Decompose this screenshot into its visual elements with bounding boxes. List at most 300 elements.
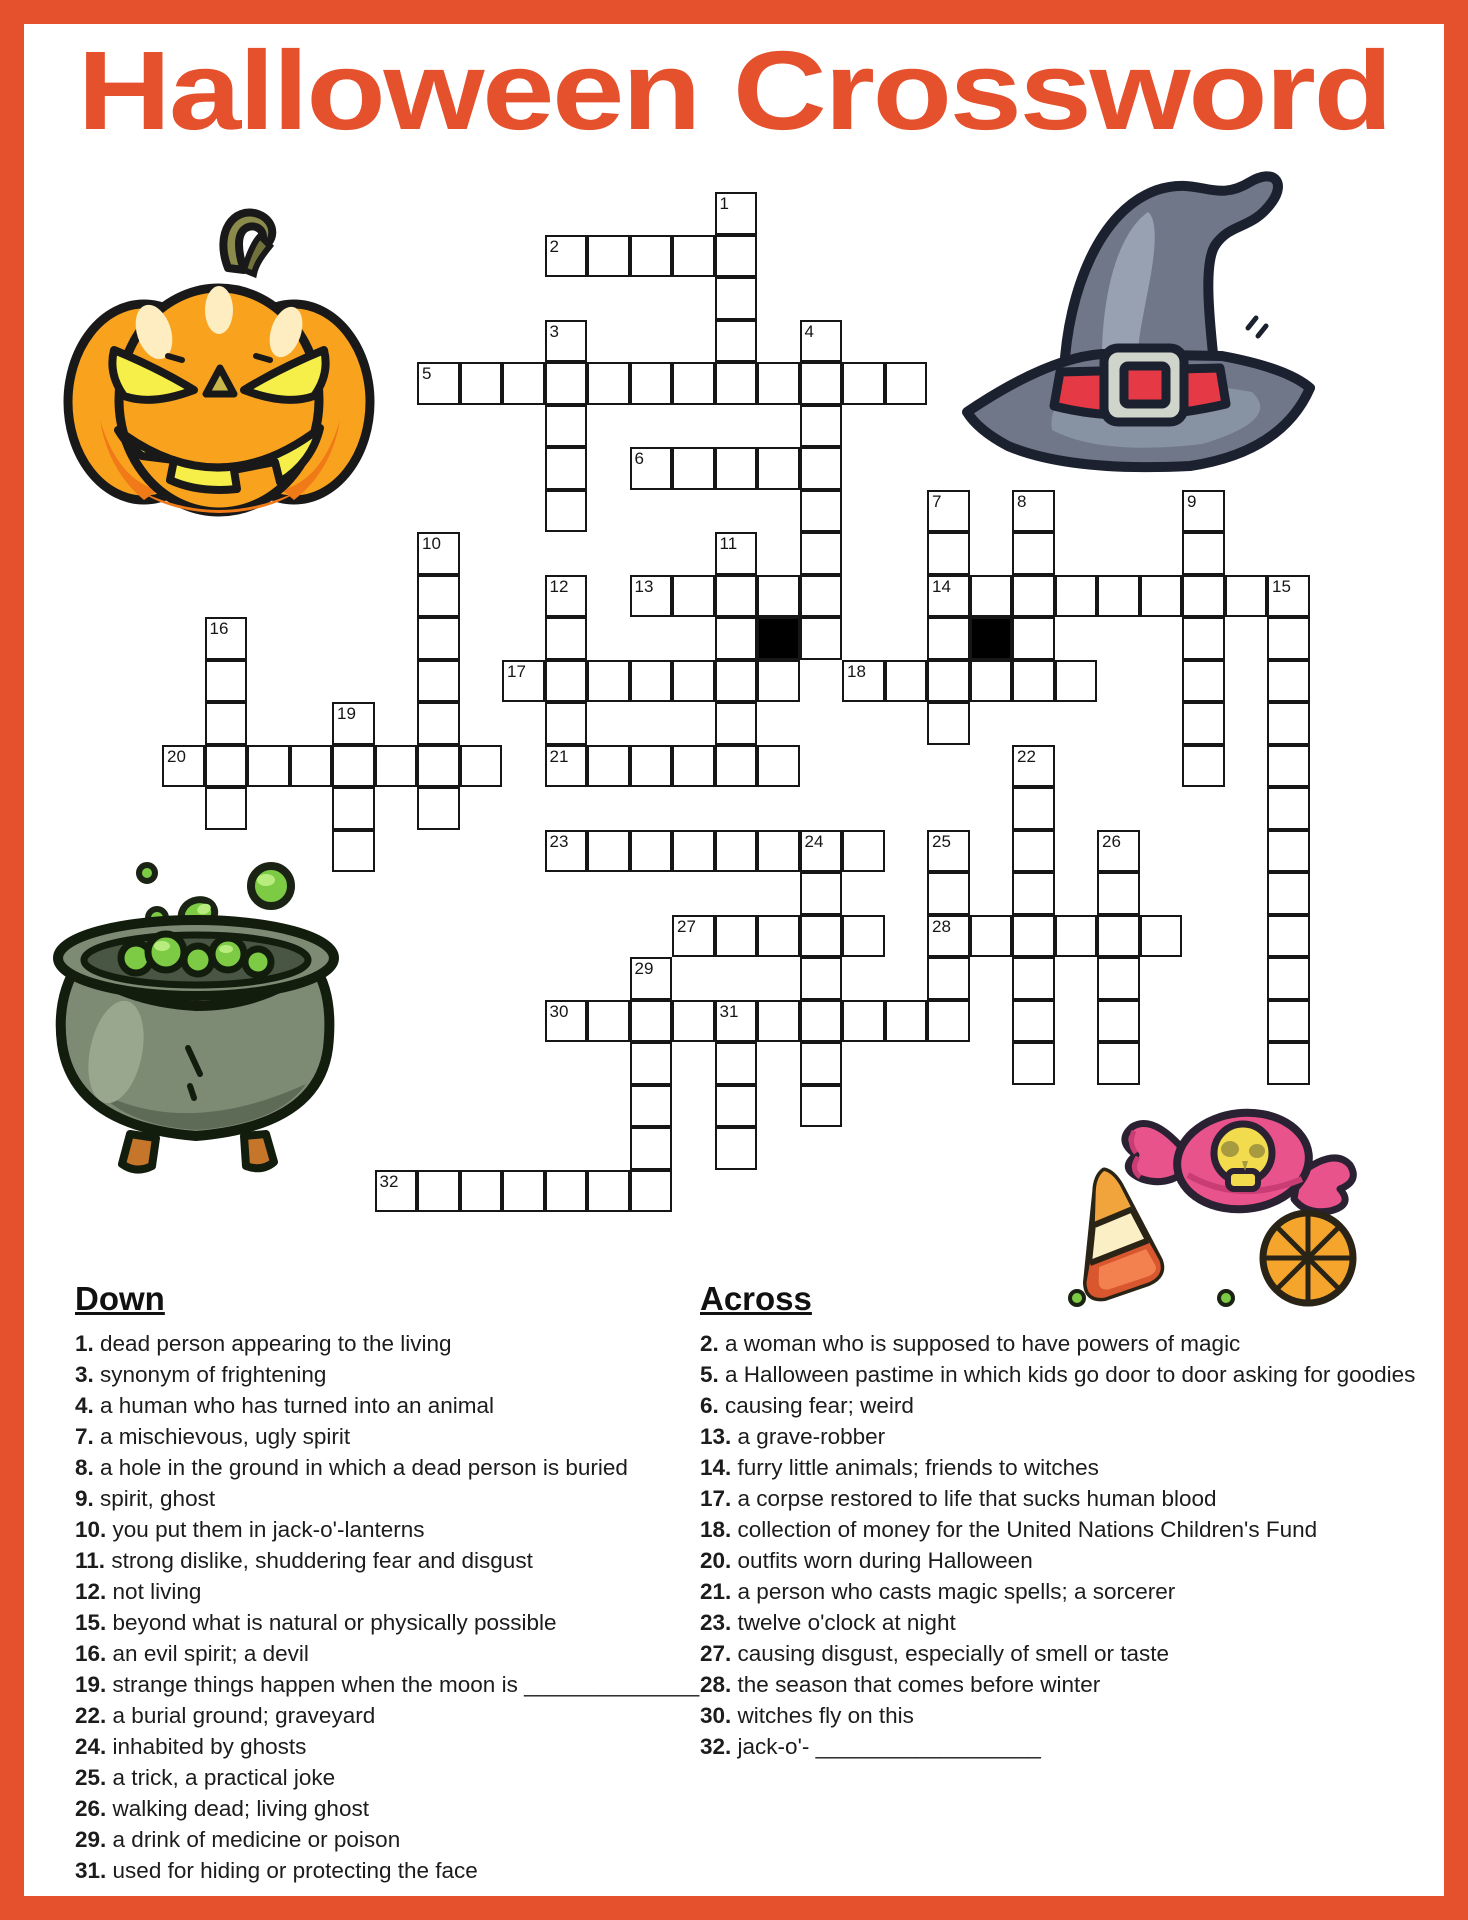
clue-number: 21. [700,1579,732,1604]
grid-cell[interactable] [927,957,970,1000]
grid-cell[interactable] [800,532,843,575]
grid-cell[interactable] [1097,872,1140,915]
clue-text: furry little animals; friends to witches [737,1455,1099,1480]
black-cell [970,617,1013,660]
grid-cell[interactable] [417,787,460,830]
grid-cell[interactable] [162,745,205,788]
clue-text: not living [112,1579,202,1604]
grid-cell[interactable] [800,617,843,660]
grid-cell[interactable] [1182,532,1225,575]
clue-number: 9. [75,1486,94,1511]
grid-cell[interactable] [715,1000,758,1043]
cell-number: 30 [549,1001,569,1021]
clue-text: jack-o'- __________________ [737,1734,1041,1759]
grid-cell[interactable] [545,745,588,788]
clue-item [75,1607,685,1638]
clue-number: 19. [75,1672,107,1697]
grid-cell[interactable] [757,660,800,703]
clue-item [700,1452,1445,1483]
grid-cell[interactable] [332,702,375,745]
cell-number: 17 [507,661,526,681]
grid-cell[interactable] [1055,660,1098,703]
clue-number: 4. [75,1393,94,1418]
grid-cell[interactable] [545,617,588,660]
grid-cell[interactable] [927,575,970,618]
grid-cell[interactable] [672,1000,715,1043]
grid-cell[interactable] [1267,915,1310,958]
clue-item [75,1359,685,1390]
grid-cell[interactable] [927,702,970,745]
clue-item [75,1483,685,1514]
grid-cell[interactable] [1267,1042,1310,1085]
grid-cell[interactable] [715,745,758,788]
grid-cell[interactable] [460,362,503,405]
cell-number: 2 [549,236,559,256]
grid-cell[interactable] [1225,575,1268,618]
grid-cell[interactable] [1012,1000,1055,1043]
clue-item [700,1421,1445,1452]
clue-item [75,1390,685,1421]
grid-cell[interactable] [757,575,800,618]
clue-text: an evil spirit; a devil [112,1641,309,1666]
clue-number: 23. [700,1610,732,1635]
grid-cell[interactable] [757,1000,800,1043]
black-cell [757,617,800,660]
grid-cell[interactable] [715,702,758,745]
grid-cell[interactable] [1140,575,1183,618]
grid-cell[interactable] [800,575,843,618]
clue-item [75,1762,685,1793]
grid-cell[interactable] [545,830,588,873]
grid-cell[interactable] [885,362,928,405]
grid-cell[interactable] [1267,660,1310,703]
grid-cell[interactable] [205,617,248,660]
clue-text: strong dislike, shuddering fear and disgust [111,1548,533,1573]
across-clues-section [700,1280,1445,1762]
grid-cell[interactable] [842,915,885,958]
cell-number: 10 [422,534,441,553]
clue-number: 15. [75,1610,107,1635]
clue-item [700,1359,1445,1390]
grid-cell[interactable] [672,660,715,703]
grid-cell[interactable] [417,745,460,788]
grid-cell[interactable] [1267,702,1310,745]
grid-cell[interactable] [630,1085,673,1128]
grid-cell[interactable] [205,745,248,788]
grid-cell[interactable] [545,362,588,405]
grid-cell[interactable] [332,830,375,873]
grid-cell[interactable] [715,915,758,958]
grid-cell[interactable] [417,1170,460,1213]
cell-number: 31 [719,1001,739,1021]
clue-number: 14. [700,1455,732,1480]
clue-number: 11. [75,1548,106,1573]
grid-cell[interactable] [800,1042,843,1085]
grid-cell[interactable] [970,575,1013,618]
grid-cell[interactable] [290,745,333,788]
grid-cell[interactable] [1012,957,1055,1000]
grid-cell[interactable] [927,490,970,533]
grid-cell[interactable] [417,617,460,660]
grid-cell[interactable] [1012,787,1055,830]
grid-cell[interactable] [417,575,460,618]
grid-cell[interactable] [502,362,545,405]
cell-number: 29 [634,959,654,978]
grid-cell[interactable] [587,830,630,873]
grid-cell[interactable] [587,362,630,405]
clue-number: 20. [700,1548,732,1573]
clue-item [75,1700,685,1731]
cell-number: 16 [209,619,229,638]
grid-cell[interactable] [417,362,460,405]
clue-item [75,1545,685,1576]
grid-cell[interactable] [1182,660,1225,703]
clue-item [700,1638,1445,1669]
grid-cell[interactable] [927,532,970,575]
clue-text: a burial ground; graveyard [112,1703,376,1728]
grid-cell[interactable] [1097,575,1140,618]
grid-cell[interactable] [757,830,800,873]
cell-number: 5 [422,364,432,383]
grid-cell[interactable] [545,702,588,745]
grid-cell[interactable] [375,745,418,788]
grid-cell[interactable] [205,660,248,703]
clue-item [75,1328,685,1359]
clue-text: causing disgust, especially of smell or taste [737,1641,1170,1666]
grid-cell[interactable] [630,1042,673,1085]
cell-number: 6 [634,449,644,468]
clue-number: 13. [700,1424,732,1449]
clue-number: 29. [75,1827,107,1852]
clue-number: 7. [75,1424,94,1449]
clue-text: a hole in the ground in which a dead person is buried [100,1455,628,1480]
grid-cell[interactable] [1012,915,1055,958]
clue-number: 12. [75,1579,107,1604]
clue-text: synonym of frightening [100,1362,327,1387]
clue-item [700,1514,1445,1545]
grid-cell[interactable] [587,1170,630,1213]
clue-item [75,1793,685,1824]
grid-cell[interactable] [672,915,715,958]
grid-cell[interactable] [970,915,1013,958]
grid-cell[interactable] [545,490,588,533]
grid-cell[interactable] [1012,1042,1055,1085]
grid-cell[interactable] [630,447,673,490]
clue-item [700,1731,1445,1762]
grid-cell[interactable] [800,1085,843,1128]
grid-cell[interactable] [927,1000,970,1043]
grid-cell[interactable] [630,745,673,788]
grid-cell[interactable] [970,660,1013,703]
grid-cell[interactable] [885,1000,928,1043]
grid-cell[interactable] [417,532,460,575]
grid-cell[interactable] [545,1170,588,1213]
clue-number: 1. [75,1331,94,1356]
clue-text: the season that comes before winter [737,1672,1101,1697]
cell-number: 4 [804,321,814,341]
clue-item [700,1545,1445,1576]
grid-cell[interactable] [545,235,588,278]
clue-text: a drink of medicine or poison [112,1827,401,1852]
grid-cell[interactable] [460,745,503,788]
grid-cell[interactable] [800,915,843,958]
grid-cell[interactable] [417,702,460,745]
grid-cell[interactable] [1182,617,1225,660]
grid-cell[interactable] [715,830,758,873]
grid-cell[interactable] [460,1170,503,1213]
clue-item [75,1669,700,1700]
grid-cell[interactable] [842,830,885,873]
grid-cell[interactable] [1182,702,1225,745]
grid-cell[interactable] [1267,787,1310,830]
grid-cell[interactable] [842,362,885,405]
down-heading: Down [75,1280,165,1317]
grid-cell[interactable] [545,405,588,448]
clue-number: 32. [700,1734,732,1759]
cell-number: 1 [719,194,729,213]
clue-text: outfits worn during Halloween [737,1548,1033,1573]
grid-cell[interactable] [630,1170,673,1213]
grid-cell[interactable] [332,745,375,788]
cell-number: 3 [549,321,559,341]
grid-cell[interactable] [1267,575,1310,618]
grid-cell[interactable] [715,192,758,235]
clue-text: you put them in jack-o'-lanterns [112,1517,425,1542]
grid-cell[interactable] [630,1127,673,1170]
grid-cell[interactable] [1267,830,1310,873]
page-title: Halloween Crossword [77,28,1391,153]
grid-cell[interactable] [1267,872,1310,915]
clue-item [75,1452,685,1483]
clue-text: inhabited by ghosts [112,1734,307,1759]
grid-cell[interactable] [630,235,673,278]
clue-number: 31. [75,1858,107,1883]
clue-text: a trick, a practical joke [112,1765,336,1790]
clue-text: a corpse restored to life that sucks human blood [737,1486,1217,1511]
cell-number: 8 [1017,491,1027,511]
clue-text: a woman who is supposed to have powers of magic [725,1331,1241,1356]
across-heading: Across [700,1280,812,1317]
grid-cell[interactable] [885,660,928,703]
grid-cell[interactable] [842,660,885,703]
grid-cell[interactable] [417,660,460,703]
clue-item [700,1390,1445,1421]
grid-cell[interactable] [1267,745,1310,788]
clue-number: 27. [700,1641,732,1666]
clue-text: a grave-robber [737,1424,886,1449]
grid-cell[interactable] [800,1000,843,1043]
cell-number: 21 [549,746,569,766]
grid-cell[interactable] [545,575,588,618]
grid-cell[interactable] [1055,575,1098,618]
clue-number: 8. [75,1455,94,1480]
grid-cell[interactable] [715,277,758,320]
clue-number: 6. [700,1393,719,1418]
clue-number: 5. [700,1362,719,1387]
grid-cell[interactable] [545,320,588,363]
grid-cell[interactable] [630,660,673,703]
clue-text: a mischievous, ugly spirit [100,1424,351,1449]
grid-cell[interactable] [502,1170,545,1213]
grid-cell[interactable] [247,745,290,788]
grid-cell[interactable] [715,1127,758,1170]
grid-cell[interactable] [1012,532,1055,575]
grid-cell[interactable] [672,235,715,278]
grid-cell[interactable] [375,1170,418,1213]
clue-item [75,1638,685,1669]
cell-number: 25 [932,831,951,851]
clue-number: 2. [700,1331,719,1356]
grid-cell[interactable] [1097,915,1140,958]
grid-cell[interactable] [800,362,843,405]
grid-cell[interactable] [1267,957,1310,1000]
cell-number: 9 [1187,491,1197,511]
grid-cell[interactable] [672,745,715,788]
grid-cell[interactable] [1055,915,1098,958]
grid-cell[interactable] [757,362,800,405]
grid-cell[interactable] [672,362,715,405]
grid-cell[interactable] [927,872,970,915]
grid-cell[interactable] [545,660,588,703]
grid-cell[interactable] [205,787,248,830]
clue-item [700,1483,1445,1514]
grid-cell[interactable] [205,702,248,745]
clue-number: 28. [700,1672,732,1697]
grid-cell[interactable] [800,447,843,490]
grid-cell[interactable] [1097,1000,1140,1043]
grid-cell[interactable] [1267,1000,1310,1043]
grid-cell[interactable] [757,447,800,490]
grid-cell[interactable] [927,830,970,873]
grid-cell[interactable] [1012,490,1055,533]
cell-number: 15 [1272,576,1291,596]
cell-number: 24 [804,831,824,851]
grid-cell[interactable] [927,915,970,958]
grid-cell[interactable] [757,745,800,788]
grid-cell[interactable] [630,830,673,873]
grid-cell[interactable] [1097,830,1140,873]
grid-cell[interactable] [715,362,758,405]
grid-cell[interactable] [1012,830,1055,873]
grid-cell[interactable] [715,660,758,703]
grid-cell[interactable] [1012,872,1055,915]
clue-text: strange things happen when the moon is ______________ [112,1672,700,1697]
clue-text: a human who has turned into an animal [100,1393,495,1418]
clue-number: 18. [700,1517,732,1542]
grid-cell[interactable] [800,872,843,915]
grid-cell[interactable] [1097,1042,1140,1085]
grid-cell[interactable] [1267,617,1310,660]
clue-item [700,1576,1445,1607]
grid-cell[interactable] [715,235,758,278]
clue-number: 22. [75,1703,107,1728]
grid-cell[interactable] [332,787,375,830]
grid-cell[interactable] [672,575,715,618]
grid-cell[interactable] [630,957,673,1000]
grid-cell[interactable] [800,320,843,363]
grid-cell[interactable] [1140,915,1183,958]
grid-cell[interactable] [715,1042,758,1085]
grid-cell[interactable] [800,957,843,1000]
clue-item [700,1607,1445,1638]
clue-text: dead person appearing to the living [100,1331,452,1356]
clue-item [75,1824,685,1855]
grid-cell[interactable] [630,575,673,618]
clue-text: a Halloween pastime in which kids go door to door asking for goodies [725,1362,1416,1387]
cell-number: 18 [847,661,866,681]
down-clues-section [75,1280,700,1886]
clue-number: 25. [75,1765,107,1790]
clue-item [75,1855,685,1886]
cell-number: 27 [677,916,696,936]
grid-cell[interactable] [1097,957,1140,1000]
grid-cell[interactable] [1012,617,1055,660]
grid-cell[interactable] [545,447,588,490]
cell-number: 22 [1017,746,1036,766]
grid-cell[interactable] [587,660,630,703]
grid-cell[interactable] [545,1000,588,1043]
grid-cell[interactable] [842,1000,885,1043]
grid-cell[interactable] [757,915,800,958]
grid-cell[interactable] [630,362,673,405]
grid-cell[interactable] [587,1000,630,1043]
cell-number: 11 [719,534,738,553]
cell-number: 28 [932,916,951,936]
grid-cell[interactable] [715,1085,758,1128]
grid-cell[interactable] [1182,575,1225,618]
clue-text: walking dead; living ghost [112,1796,369,1821]
cell-number: 20 [167,746,186,766]
grid-cell[interactable] [715,617,758,660]
clue-text: witches fly on this [737,1703,914,1728]
clue-number: 26. [75,1796,107,1821]
grid-cell[interactable] [630,1000,673,1043]
across-clue-list [700,1328,1445,1762]
cell-number: 14 [932,576,951,596]
grid-cell[interactable] [715,575,758,618]
grid-cell[interactable] [587,235,630,278]
cell-number: 26 [1102,831,1121,851]
clue-text: a person who casts magic spells; a sorcerer [737,1579,1176,1604]
grid-cell[interactable] [672,447,715,490]
clue-number: 3. [75,1362,94,1387]
clue-text: collection of money for the United Nations Children's Fund [737,1517,1318,1542]
jack-o-lantern-icon [48,190,390,532]
grid-cell[interactable] [800,490,843,533]
grid-cell[interactable] [927,617,970,660]
grid-cell[interactable] [672,830,715,873]
grid-cell[interactable] [715,320,758,363]
clue-number: 16. [75,1641,107,1666]
grid-cell[interactable] [1182,745,1225,788]
grid-cell[interactable] [1012,745,1055,788]
grid-cell[interactable] [1012,575,1055,618]
grid-cell[interactable] [715,447,758,490]
grid-cell[interactable] [715,532,758,575]
grid-cell[interactable] [1012,660,1055,703]
cell-number: 19 [337,704,356,723]
grid-cell[interactable] [927,660,970,703]
grid-cell[interactable] [587,745,630,788]
grid-cell[interactable] [800,830,843,873]
grid-cell[interactable] [800,405,843,448]
clue-item [700,1700,1445,1731]
clue-text: beyond what is natural or physically possible [112,1610,557,1635]
cell-number: 13 [634,576,654,596]
grid-cell[interactable] [1182,490,1225,533]
clue-number: 10. [75,1517,107,1542]
grid-cell[interactable] [502,660,545,703]
